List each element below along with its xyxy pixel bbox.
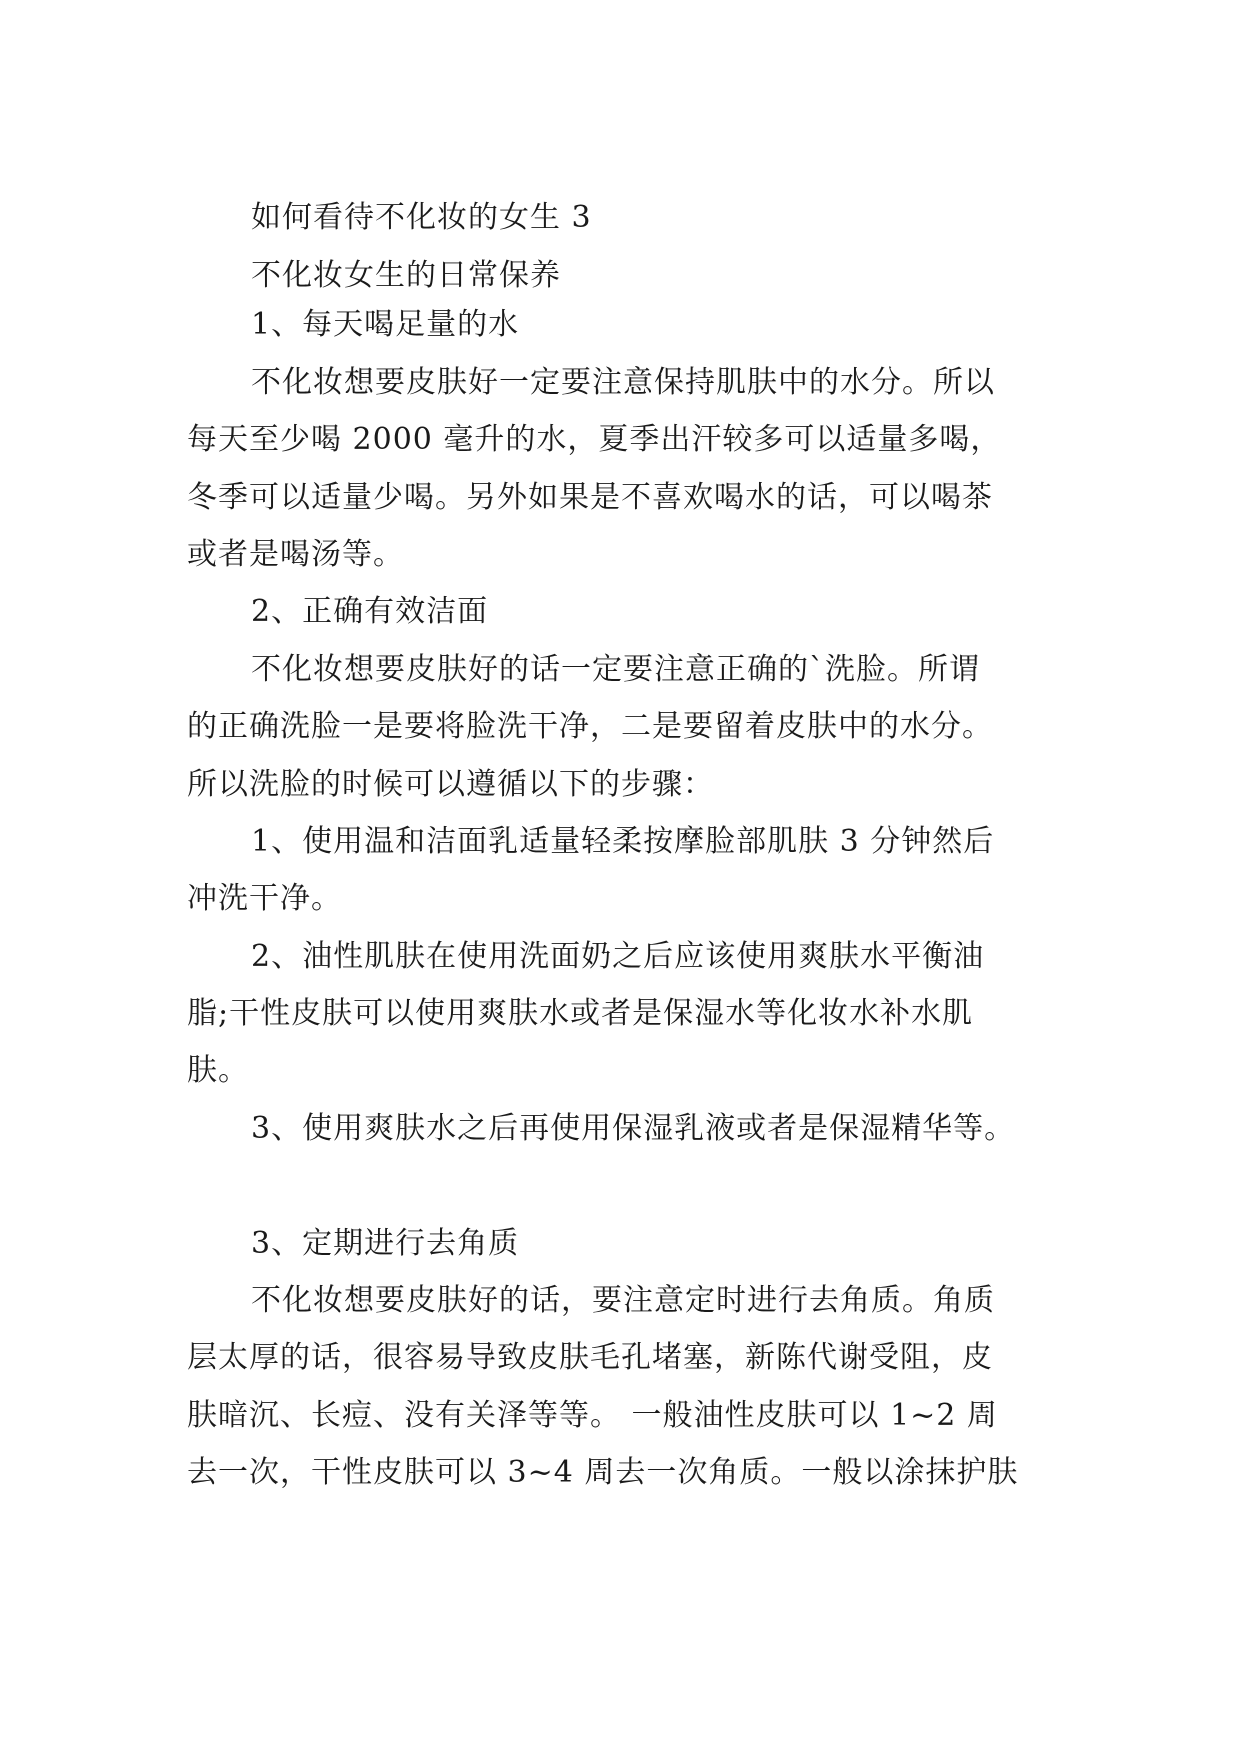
paragraph-line: 肤暗沉、长痘、没有关泽等等。 一般油性皮肤可以 1~2 周 (187, 1398, 998, 1433)
paragraph-line: 冬季可以适量少喝。另外如果是不喜欢喝水的话，可以喝茶 (187, 480, 993, 515)
subheading-1: 1、每天喝足量的水 (251, 307, 520, 342)
paragraph-line: 不化妆想要皮肤好的话，要注意定时进行去角质。角质 (251, 1283, 995, 1318)
step-line: 3、使用爽肤水之后再使用保湿乳液或者是保湿精华等。 (251, 1111, 1016, 1146)
step-line: 冲洗干净。 (187, 881, 342, 916)
section-heading: 不化妆女生的日常保养 (251, 258, 561, 293)
step-line: 脂;干性皮肤可以使用爽肤水或者是保湿水等化妆水补水肌 (187, 996, 974, 1031)
step-line: 1、使用温和洁面乳适量轻柔按摩脸部肌肤 3 分钟然后 (251, 824, 995, 859)
paragraph-line: 的正确洗脸一是要将脸洗干净，二是要留着皮肤中的水分。 (187, 709, 993, 744)
subheading-2: 2、正确有效洁面 (251, 594, 489, 629)
subheading-3: 3、定期进行去角质 (251, 1226, 520, 1261)
paragraph-line: 每天至少喝 2000 毫升的水，夏季出汗较多可以适量多喝， (187, 422, 1002, 457)
document-title: 如何看待不化妆的女生 3 (251, 200, 592, 235)
paragraph-line: 去一次，干性皮肤可以 3~4 周去一次角质。一般以涂抹护肤 (187, 1455, 1019, 1490)
paragraph-line: 所以洗脸的时候可以遵循以下的步骤： (187, 767, 714, 802)
step-line: 2、油性肌肤在使用洗面奶之后应该使用爽肤水平衡油 (251, 939, 985, 974)
step-line: 肤。 (187, 1053, 249, 1088)
paragraph-line: 不化妆想要皮肤好的话一定要注意正确的`洗脸。所谓 (251, 652, 980, 687)
paragraph-line: 层太厚的话，很容易导致皮肤毛孔堵塞，新陈代谢受阻，皮 (187, 1340, 993, 1375)
paragraph-line: 不化妆想要皮肤好一定要注意保持肌肤中的水分。所以 (251, 365, 995, 400)
paragraph-line: 或者是喝汤等。 (187, 537, 404, 572)
